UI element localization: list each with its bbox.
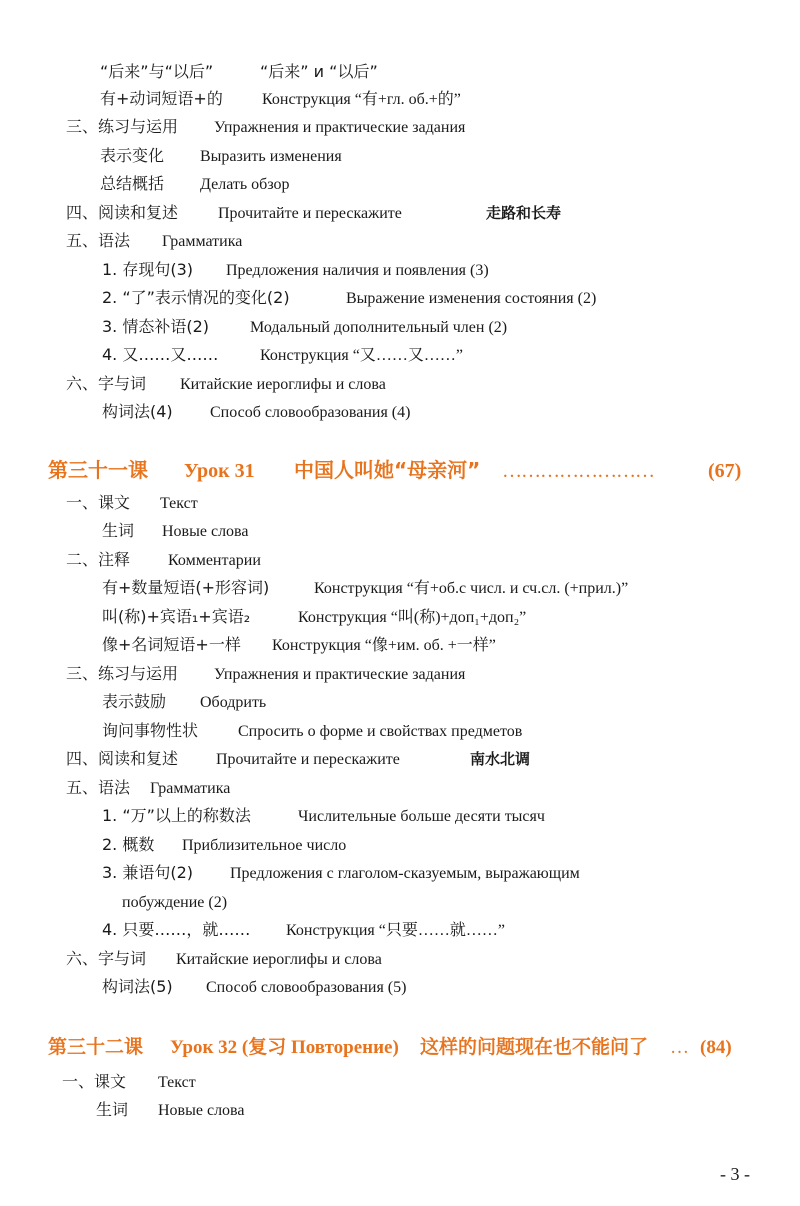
- page-ref: (84): [700, 1037, 732, 1058]
- toc-section: 四、阅读和复述 Прочитайте и перескажите 走路和长寿: [66, 203, 562, 222]
- toc-subentry: 有+数量短语(+形容词) Конструкция “有+об.с числ. и сч.сл. (+прил.)”: [102, 578, 629, 597]
- toc-subentry: 构词法(5) Способ словообразования (5): [102, 977, 407, 996]
- toc-subentry: 表示变化 Выразить изменения: [100, 146, 342, 165]
- toc-subentry: 构词法(4) Способ словообразования (4): [102, 402, 411, 421]
- toc-section: 四、阅读和复述 Прочитайте и перескажите 南水北调: [66, 749, 531, 768]
- toc-subentry: 4. 又……又…… Конструкция “又……又……”: [102, 345, 463, 364]
- toc-subentry: 1. 存现句(3) Предложения наличия и появления (3): [102, 260, 489, 279]
- page-number: - 3 -: [720, 1164, 750, 1184]
- toc-section: 一、课文 Текст: [62, 1072, 196, 1091]
- toc-subentry: 生词 Новые слова: [102, 521, 249, 540]
- toc-section: 六、字与词 Китайские иероглифы и слова: [66, 949, 382, 968]
- toc-subentry: 2. 概数 Приблизительное число: [102, 835, 347, 854]
- toc-subentry: 总结概括 Делать обзор: [100, 174, 290, 193]
- toc-subentry: 有+动词短语+的 Конструкция “有+гл. об.+的”: [100, 89, 461, 108]
- toc-subentry: 2. “了”表示情况的变化(2) Выражение изменения состояния (2): [102, 288, 597, 307]
- toc-section: 一、课文 Текст: [66, 493, 198, 512]
- reading-title: 南水北调: [470, 750, 531, 768]
- toc-subentry: 4. 只要……，就…… Конструкция “只要……就……”: [102, 920, 505, 939]
- reading-title: 走路和长寿: [486, 204, 562, 222]
- toc-section: 三、练习与运用 Упражнения и практические задания: [66, 664, 466, 683]
- toc-subentry: 生词 Новые слова: [96, 1100, 245, 1119]
- toc-section: 三、练习与运用 Упражнения и практические задания: [66, 117, 466, 136]
- toc-section: 二、注释 Комментарии: [66, 550, 261, 569]
- toc-subentry: “后来”与“以后” “后来” и “以后”: [100, 62, 378, 81]
- toc-subentry: 叫(称)+宾语₁+宾语₂ Конструкция “叫(称)+доп₁+доп₂”: [102, 607, 527, 626]
- toc-subentry: 像+名词短语+一样 Конструкция “像+им. об. +一样”: [102, 635, 496, 654]
- lesson-31-heading[interactable]: 第三十一课 Урок 31 中国人叫她“母亲河” …………………… (67): [48, 458, 742, 482]
- toc-section: 五、语法 Грамматика: [66, 231, 243, 250]
- toc-subentry: 3. 兼语句(2) Предложения с глаголом-сказуемым, выражающим: [102, 863, 580, 882]
- toc-section: 六、字与词 Китайские иероглифы и слова: [66, 374, 386, 393]
- toc-subentry: 1. “万”以上的称数法 Числительные больше десяти тысяч: [102, 806, 545, 825]
- lesson-32-heading[interactable]: 第三十二课 Урок 32 (复习 Повторение) 这样的问题现在也不能问了 … (84): [48, 1036, 732, 1058]
- toc-subentry: 询问事物性状 Спросить о форме и свойствах предметов: [102, 721, 523, 740]
- page-ref: (67): [708, 460, 742, 482]
- toc-subentry-continued: побуждение (2): [122, 894, 228, 911]
- toc-section: 五、语法 Грамматика: [66, 778, 231, 797]
- toc-subentry: 表示鼓励 Ободрить: [102, 692, 267, 711]
- toc-subentry: 3. 情态补语(2) Модальный дополнительный член (2): [102, 317, 508, 336]
